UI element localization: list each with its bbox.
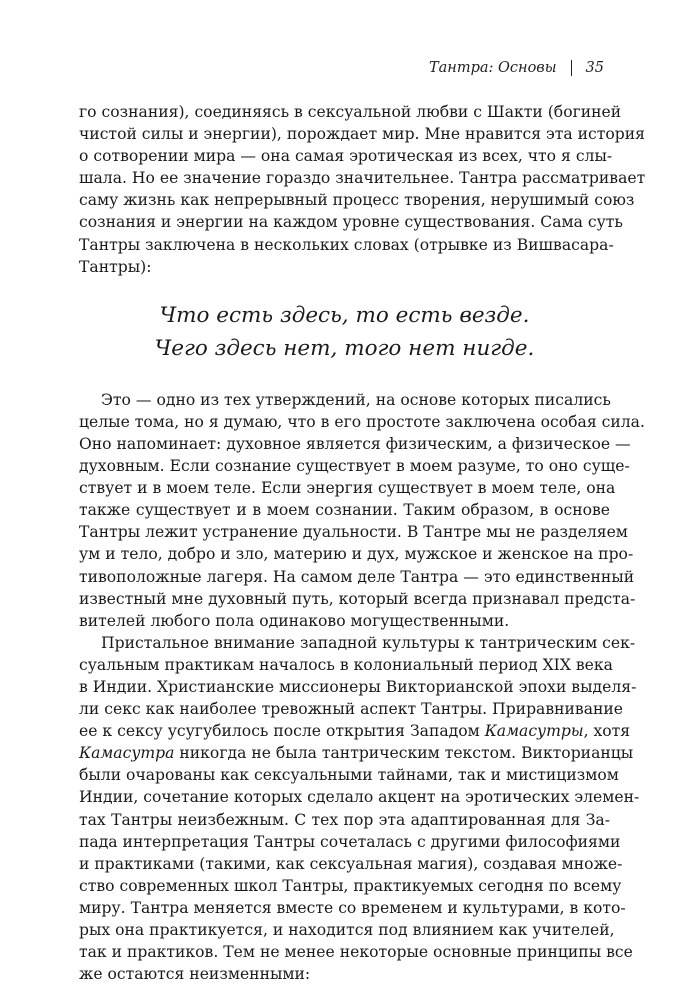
text-line: вителей любого пола одинаково могущественными. xyxy=(79,611,510,630)
text-run: никогда не была тантрическим текстом. Викторианцы xyxy=(174,744,634,763)
header-separator xyxy=(571,60,572,76)
text-line: так и практиков. Тем не менее некоторые основные принципы все xyxy=(79,943,633,962)
text-run: , хотя xyxy=(583,722,631,741)
quote-line: Что есть здесь, то есть везде. xyxy=(159,302,530,328)
text-line: Индии, сочетание которых сделало акцент на эротических элемен- xyxy=(79,788,640,807)
book-title-kamasutra: Камасутры xyxy=(484,722,584,741)
paragraph-1 xyxy=(79,101,646,278)
text-line: го сознания), соединяясь в сексуальной любви с Шакти (богиней xyxy=(79,103,622,121)
text-line: шала. Но ее значение гораздо значительнее. Тантра рассматривает xyxy=(79,169,646,188)
text-line xyxy=(79,742,634,764)
text-line: о сотворении мира — она самая эротическая из всех, что я слы- xyxy=(79,147,613,166)
text-line: миру. Тантра меняется вместе со временем и культурами, в кото- xyxy=(79,898,626,917)
text-line xyxy=(79,720,631,742)
page-number: 35 xyxy=(585,60,604,76)
text-line: чистой силы и энергии), порождает мир. Мне нравится эта история xyxy=(79,125,645,144)
running-header xyxy=(429,60,604,76)
text-line: рых она практикуется, и находится под влиянием как учителей, xyxy=(79,921,615,939)
text-run: ее к сексу усугубилось после открытия Западом xyxy=(79,722,485,741)
paragraph-2 xyxy=(79,389,645,632)
epigraph-quote xyxy=(79,299,610,365)
text-line: Это — одно из тех утверждений, на основе которых писались xyxy=(101,390,611,409)
text-line: в Индии. Христианские миссионеры Викторианской эпохи выделя- xyxy=(79,677,637,696)
page-body xyxy=(79,101,646,985)
book-title-kamasutra: Камасутра xyxy=(79,744,175,763)
text-line: целые тома, но я думаю, что в его простоте заключена особая сила. xyxy=(79,412,645,431)
text-line: ли секс как наиболее тревожный аспект Тантры. Приравнивание xyxy=(79,700,623,719)
text-line: Тантры заключена в нескольких словах (отрывке из Вишвасара- xyxy=(79,235,614,254)
text-line: сознания и энергии на каждом уровне существования. Сама суть xyxy=(79,213,623,232)
text-line: Оно напоминает: духовное является физическим, а физическое — xyxy=(79,434,631,453)
text-line: Тантры): xyxy=(79,257,152,276)
text-line: ствует и в моем теле. Если энергия существует в моем теле, она xyxy=(79,479,616,498)
text-line: тивоположные лагеря. На самом деле Тантра — это единственный xyxy=(79,567,635,586)
quote-line: Чего здесь нет, того нет нигде. xyxy=(154,335,535,361)
text-line: же остаются неизменными: xyxy=(79,965,311,984)
text-line: ство современных школ Тантры, практикуемых сегодня по всему xyxy=(79,876,622,895)
text-line: пада интерпретация Тантры сочеталась с другими философиями xyxy=(79,832,621,851)
text-line: ум и тело, добро и зло, материю и дух, мужское и женское на про- xyxy=(79,545,634,564)
text-line: известный мне духовный путь, который всегда признавал предста- xyxy=(79,589,636,608)
text-line: Пристальное внимание западной культуры к тантрическим сек- xyxy=(101,633,636,652)
text-line: духовным. Если сознание существует в моем разуме, то оно суще- xyxy=(79,457,630,476)
text-line: саму жизнь как непрерывный процесс творения, нерушимый союз xyxy=(79,191,635,210)
text-line: Тантры лежит устранение дуальности. В Тантре мы не разделяем xyxy=(79,523,628,542)
text-line: были очарованы как сексуальными тайнами, так и мистицизмом xyxy=(79,766,619,785)
text-line: также существует и в моем сознании. Таким образом, в основе xyxy=(79,501,610,520)
text-line: суальным практикам началось в колониальный период XIX века xyxy=(79,655,613,674)
paragraph-3 xyxy=(79,632,640,986)
running-header-title: Тантра: Основы xyxy=(428,60,557,76)
text-line: и практиками (такими, как сексуальная магия), создавая множе- xyxy=(79,854,623,873)
text-line: тах Тантры неизбежным. С тех пор эта адаптированная для За- xyxy=(79,810,610,829)
